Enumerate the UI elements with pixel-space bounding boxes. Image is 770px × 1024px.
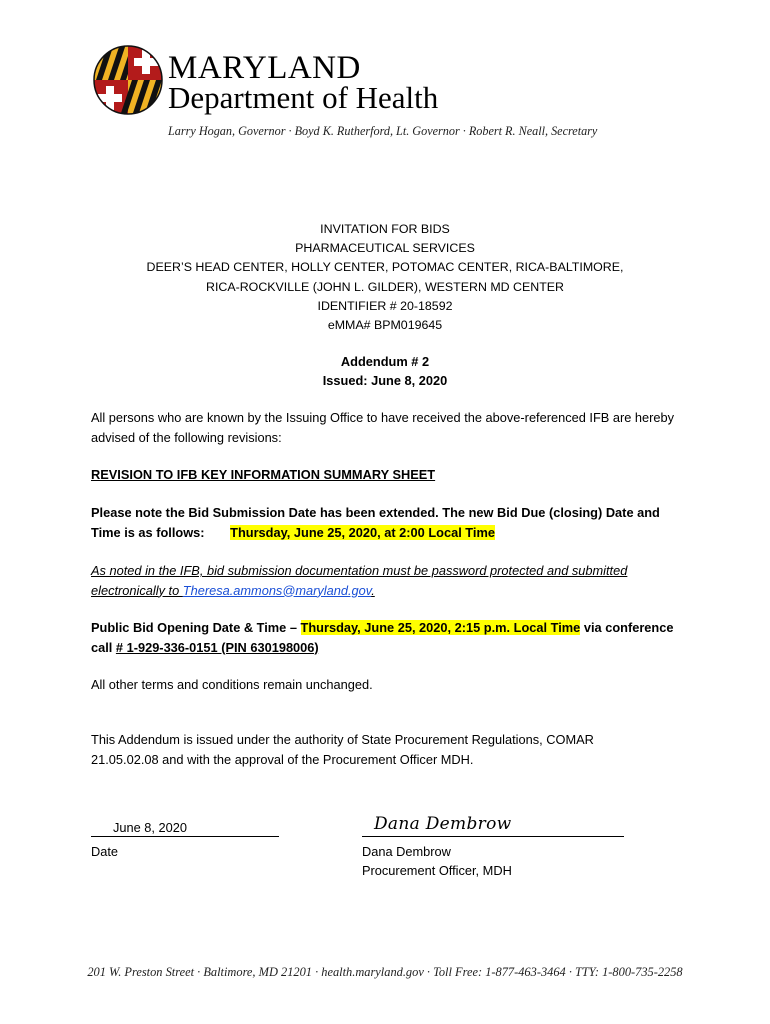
bid-due-text: Please note the Bid Submission Date has been extended. The new Bid Due (closing) Date and Time is as follows: [91,505,660,540]
addendum-number: Addendum # 2 [340,354,430,369]
opening-paragraph [91,618,691,657]
footer-address: 201 W. Preston Street · Baltimore, MD 21201 · health.maryland.gov · Toll Free: 1-877-463-3464 · TTY: 1-800-735-2258 [87,965,683,979]
intro-paragraph: All persons who are known by the Issuing Office to have received the above-referenced IFB are hereby advised of the following revisions: [91,410,675,445]
addendum-block [0,352,770,390]
maryland-flag-seal-icon [92,44,164,116]
officials-line: Larry Hogan, Governor · Boyd K. Rutherford, Lt. Governor · Robert R. Neall, Secretary [168,124,598,138]
date-label: Date [91,844,119,859]
opening-phone: # 1-929-336-0151 (PIN 630198006) [115,639,319,655]
submission-note-text: As noted in the IFB, bid submission documentation must be password protected and submitted electronically to [91,563,628,598]
signature-line [362,836,624,837]
heading-line: INVITATION FOR BIDS [320,222,450,236]
email-link[interactable]: Theresa.ammons@maryland.gov [182,582,372,598]
heading-block [0,220,770,335]
org-name-line2: Department of Health [168,80,439,115]
signer-title: Procurement Officer, MDH [362,863,512,878]
heading-line: RICA-ROCKVILLE (JOHN L. GILDER), WESTERN MD CENTER [206,279,564,294]
submission-note [91,561,691,600]
addendum-issued: Issued: June 8, 2020 [322,373,448,389]
heading-line: DEER’S HEAD CENTER, HOLLY CENTER, POTOMAC CENTER, RICA-BALTIMORE, [146,260,624,275]
signature-date-value: June 8, 2020 [113,820,188,835]
heading-line: IDENTIFIER # 20-18592 [317,298,453,313]
opening-middle: via conference call [91,620,674,655]
submission-note-end: . [371,582,375,598]
handwritten-signature: Dana Dembrow [374,814,512,834]
authority-paragraph: This Addendum is issued under the authority of State Procurement Regulations, COMAR 21.05.02.08 and with the approval of the Procurement Officer MDH. [91,732,594,767]
bid-due-paragraph [91,503,691,542]
opening-highlight: Thursday, June 25, 2020, 2:15 p.m. Local Time [300,620,581,635]
other-terms: All other terms and conditions remain unchanged. [91,677,373,692]
date-line [91,836,279,837]
section-title: REVISION TO IFB KEY INFORMATION SUMMARY SHEET [91,467,436,482]
bid-due-highlight: Thursday, June 25, 2020, at 2:00 Local Time [230,524,495,540]
signer-name: Dana Dembrow [362,844,451,859]
heading-line: eMMA# BPM019645 [327,318,443,333]
org-name-line1: MARYLAND [168,50,361,86]
heading-line: PHARMACEUTICAL SERVICES [295,241,475,256]
opening-prefix: Public Bid Opening Date & Time – [91,620,301,635]
